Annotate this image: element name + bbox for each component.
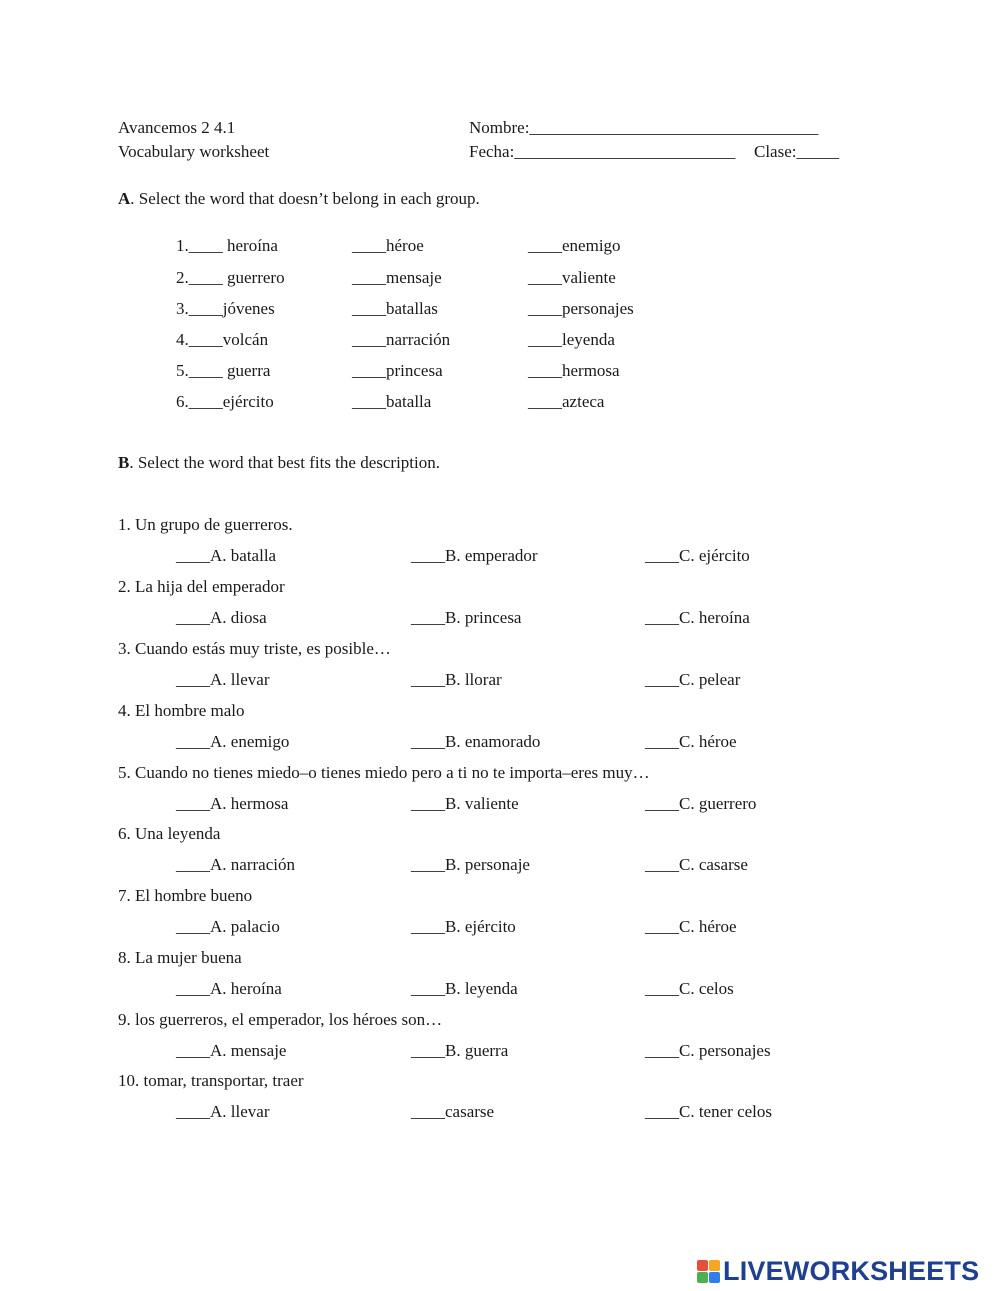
answer-option-b[interactable]: ____B. emperador — [411, 546, 538, 565]
group-option-2[interactable]: ____mensaje — [352, 268, 442, 287]
group-option-2[interactable]: ____princesa — [352, 361, 443, 380]
group-option-3[interactable]: ____enemigo — [528, 236, 621, 255]
answer-option-c[interactable]: ____C. celos — [645, 979, 734, 998]
clase-field[interactable]: Clase:_____ — [754, 142, 839, 161]
question-prompt: 4. El hombre malo — [118, 701, 245, 720]
group-option-2[interactable]: ____narración — [352, 330, 451, 349]
section-a-text: . Select the word that doesn’t belong in each group. — [130, 189, 480, 208]
question-prompt: 9. los guerreros, el emperador, los héroes son… — [118, 1010, 443, 1029]
answer-option-c[interactable]: ____C. tener celos — [645, 1102, 772, 1121]
group-option-1[interactable]: 2.____ guerrero — [176, 268, 285, 287]
answer-option-b[interactable]: ____B. llorar — [411, 670, 502, 689]
answer-option-a[interactable]: ____A. llevar — [176, 1102, 270, 1121]
logo-square — [697, 1260, 708, 1271]
group-option-1[interactable]: 1.____ heroína — [176, 236, 278, 255]
group-option-3[interactable]: ____personajes — [528, 299, 634, 318]
answer-option-b[interactable]: ____B. ejército — [411, 917, 516, 936]
group-option-1[interactable]: 5.____ guerra — [176, 361, 271, 380]
answer-option-c[interactable]: ____C. héroe — [645, 917, 737, 936]
answer-option-a[interactable]: ____A. enemigo — [176, 732, 290, 751]
section-b-instruction — [118, 453, 440, 473]
logo-square — [697, 1272, 708, 1283]
answer-option-a[interactable]: ____A. llevar — [176, 670, 270, 689]
answer-option-c[interactable]: ____C. personajes — [645, 1041, 771, 1060]
question-prompt: 8. La mujer buena — [118, 948, 242, 967]
nombre-field[interactable]: Nombre:__________________________________ — [469, 118, 819, 137]
answer-option-a[interactable]: ____A. mensaje — [176, 1041, 287, 1060]
answer-option-a[interactable]: ____A. batalla — [176, 546, 277, 565]
answer-option-b[interactable]: ____B. enamorado — [411, 732, 541, 751]
question-prompt: 6. Una leyenda — [118, 824, 221, 843]
question-prompt: 1. Un grupo de guerreros. — [118, 515, 293, 534]
group-option-2[interactable]: ____batalla — [352, 392, 432, 411]
answer-option-c[interactable]: ____C. heroína — [645, 608, 750, 627]
logo-square — [709, 1260, 720, 1271]
answer-option-a[interactable]: ____A. heroína — [176, 979, 282, 998]
question-prompt: 5. Cuando no tienes miedo–o tienes miedo pero a ti no te importa–eres muy… — [118, 763, 650, 782]
group-option-1[interactable]: 6.____ejército — [176, 392, 274, 411]
course-title: Avancemos 2 4.1 — [118, 118, 236, 137]
liveworksheets-logo-icon — [697, 1260, 720, 1283]
answer-option-b[interactable]: ____B. personaje — [411, 855, 530, 874]
answer-option-a[interactable]: ____A. narración — [176, 855, 295, 874]
question-prompt: 10. tomar, transportar, traer — [118, 1071, 304, 1090]
answer-option-a[interactable]: ____A. palacio — [176, 917, 280, 936]
section-a-letter: A — [118, 189, 131, 208]
logo-text: LIVEWORKSHEETS — [723, 1256, 980, 1286]
question-prompt: 7. El hombre bueno — [118, 886, 253, 905]
logo-square — [709, 1272, 720, 1283]
answer-option-c[interactable]: ____C. guerrero — [645, 794, 757, 813]
liveworksheets-logo — [697, 1258, 979, 1284]
answer-option-b[interactable]: ____B. guerra — [411, 1041, 509, 1060]
fecha-field[interactable]: Fecha:__________________________ — [469, 142, 736, 161]
group-option-2[interactable]: ____batallas — [352, 299, 438, 318]
group-option-2[interactable]: ____héroe — [352, 236, 424, 255]
group-option-3[interactable]: ____leyenda — [528, 330, 615, 349]
worksheet-title: Vocabulary worksheet — [118, 142, 270, 161]
section-b-letter: B — [118, 453, 130, 472]
section-a-instruction — [118, 189, 480, 209]
answer-option-a[interactable]: ____A. hermosa — [176, 794, 289, 813]
question-prompt: 3. Cuando estás muy triste, es posible… — [118, 639, 391, 658]
group-option-1[interactable]: 4.____volcán — [176, 330, 269, 349]
question-prompt: 2. La hija del emperador — [118, 577, 285, 596]
answer-option-b[interactable]: ____B. princesa — [411, 608, 522, 627]
answer-option-b[interactable]: ____B. leyenda — [411, 979, 518, 998]
answer-option-b[interactable]: ____B. valiente — [411, 794, 519, 813]
answer-option-a[interactable]: ____A. diosa — [176, 608, 267, 627]
group-option-3[interactable]: ____valiente — [528, 268, 616, 287]
answer-option-c[interactable]: ____C. ejército — [645, 546, 750, 565]
answer-option-c[interactable]: ____C. casarse — [645, 855, 748, 874]
group-option-3[interactable]: ____azteca — [528, 392, 605, 411]
answer-option-b[interactable]: ____casarse — [411, 1102, 495, 1121]
group-option-3[interactable]: ____hermosa — [528, 361, 620, 380]
answer-option-c[interactable]: ____C. héroe — [645, 732, 737, 751]
answer-option-c[interactable]: ____C. pelear — [645, 670, 741, 689]
group-option-1[interactable]: 3.____jóvenes — [176, 299, 275, 318]
section-b-text: . Select the word that best fits the description. — [129, 453, 440, 472]
